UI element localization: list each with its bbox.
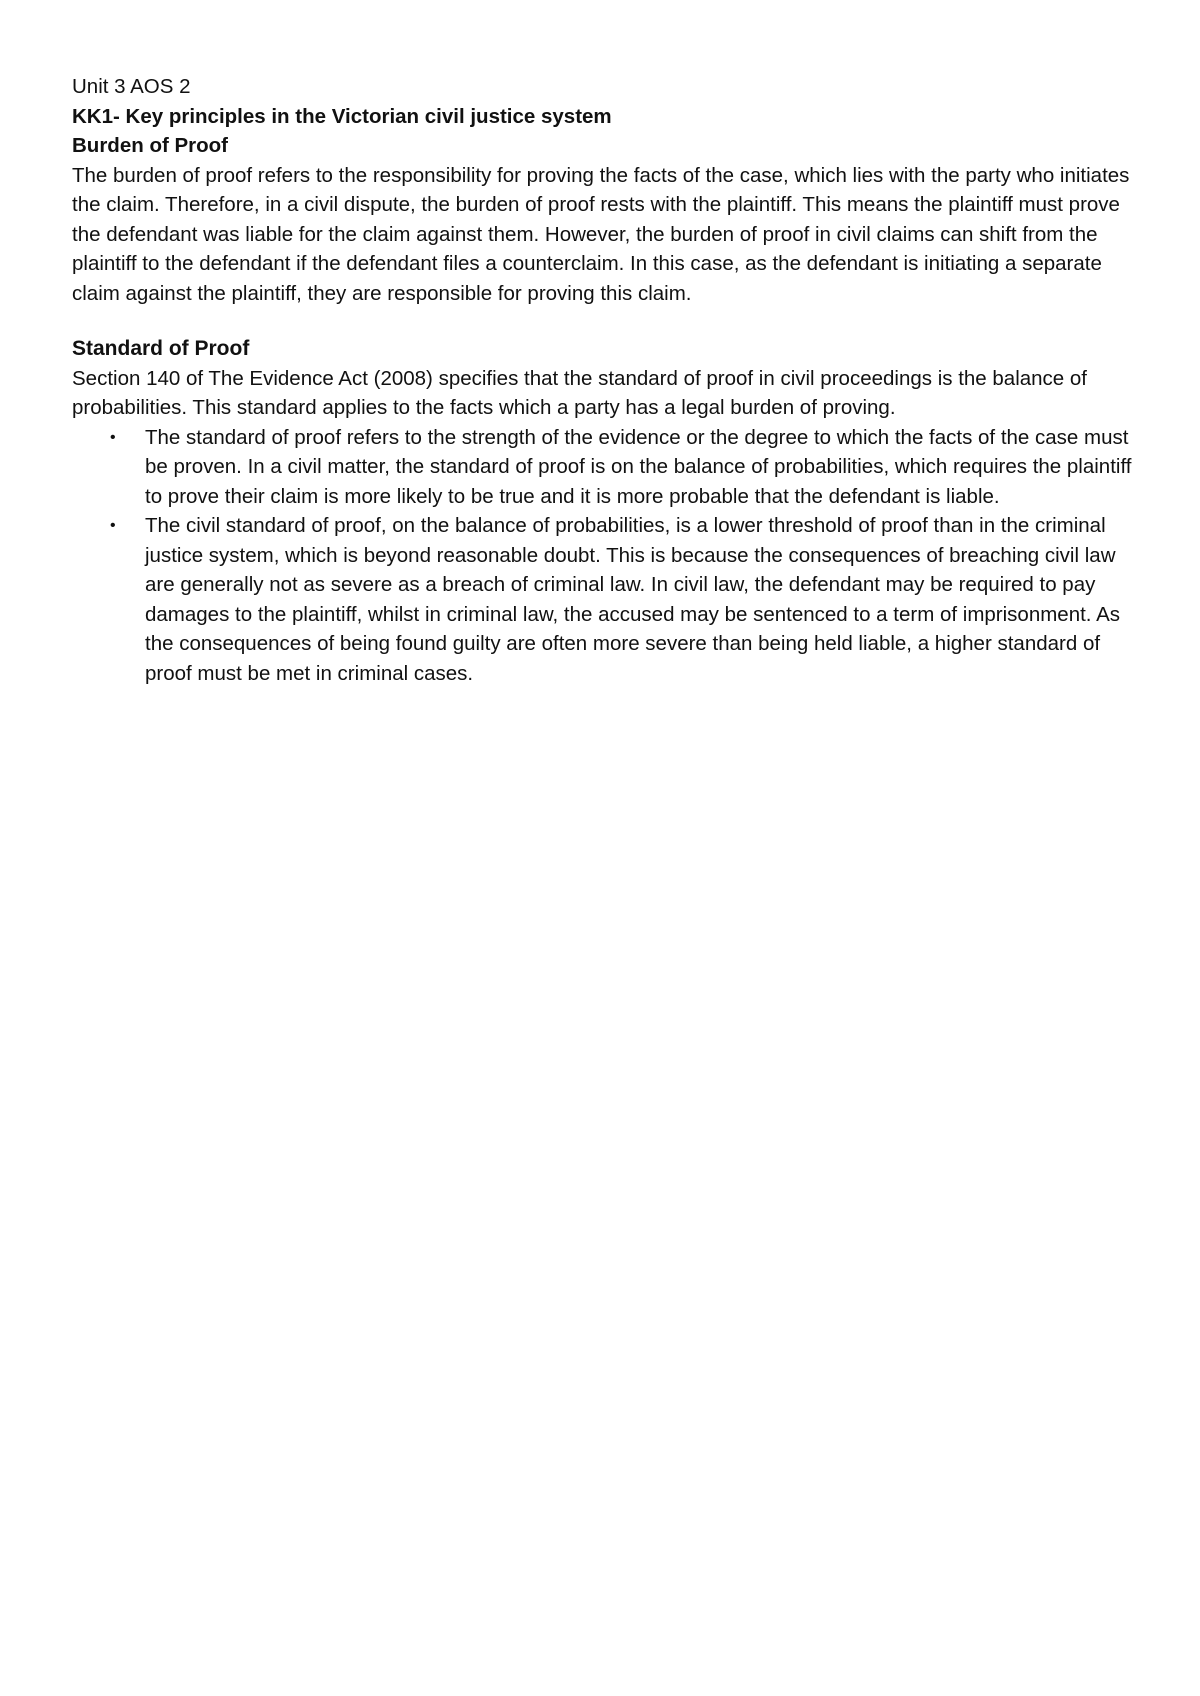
- bullet-text: The standard of proof refers to the strength of the evidence or the degree to which the facts of the case must be proven. In a civil matter, the standard of proof is on the balance of probabilities, which requires the plaintiff to prove their claim is more likely to be true and it is more probable that the defendant is liable.: [145, 425, 1132, 508]
- list-item: [72, 511, 1138, 688]
- standard-heading: Standard of Proof: [72, 337, 250, 360]
- unit-line: Unit 3 AOS 2: [72, 75, 191, 98]
- kk-title: KK1- Key principles in the Victorian civil justice system: [72, 104, 612, 128]
- burden-heading: Burden of Proof: [72, 134, 229, 157]
- document-page: [72, 72, 1138, 688]
- list-item: [72, 423, 1138, 512]
- standard-intro: Section 140 of The Evidence Act (2008) specifies that the standard of proof in civil proceedings is the balance of probabilities. This standard applies to the facts which a party has a legal burden of proving.: [72, 366, 1087, 419]
- bullet-text: The civil standard of proof, on the balance of probabilities, is a lower threshold of proof than in the criminal justice system, which is beyond reasonable doubt. This is because the consequences of breaching civil law are generally not as severe as a breach of criminal law. In civil law, the defendant may be required to pay damages to the plaintiff, whilst in criminal law, the accused may be sentenced to a term of imprisonment. As the consequences of being found guilty are often more severe than being held liable, a higher standard of proof must be met in criminal cases.: [145, 514, 1120, 685]
- burden-paragraph: The burden of proof refers to the responsibility for proving the facts of the case, which lies with the party who initiates the claim. Therefore, in a civil dispute, the burden of proof rests with the plaintiff. This means the plaintiff must prove the defendant was liable for the claim against them. However, the burden of proof in civil claims can shift from the plaintiff to the defendant if the defendant files a counterclaim. In this case, as the defendant is initiating a separate claim against the plaintiff, they are responsible for proving this claim.: [72, 163, 1130, 305]
- standard-bullet-list: [72, 423, 1138, 689]
- bullet-icon: •: [110, 428, 116, 446]
- section-spacer: [72, 308, 1138, 334]
- bullet-icon: •: [110, 517, 116, 534]
